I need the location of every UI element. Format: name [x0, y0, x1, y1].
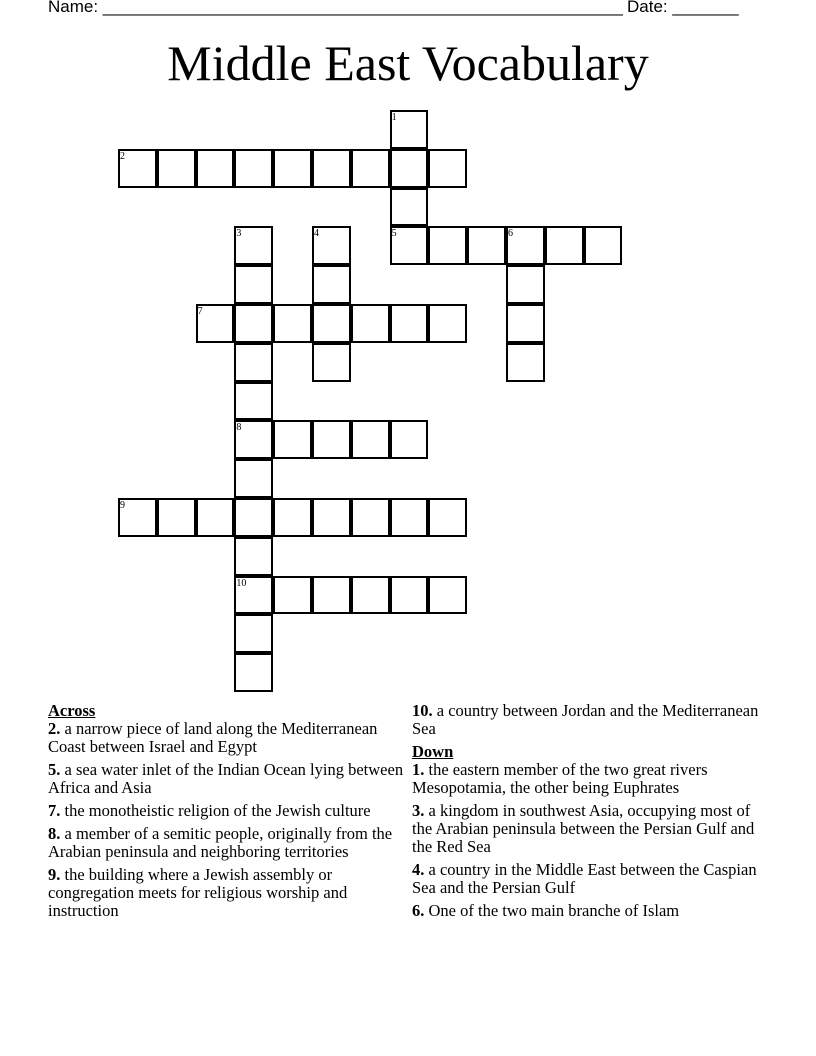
- crossword-cell[interactable]: [234, 498, 273, 537]
- crossword-cell[interactable]: [428, 498, 467, 537]
- down-heading: Down: [412, 742, 454, 761]
- crossword-cell[interactable]: [312, 304, 351, 343]
- crossword-cell[interactable]: [273, 304, 312, 343]
- clue-number-label: 7: [197, 306, 203, 317]
- date-field[interactable]: Date: _______: [627, 0, 739, 16]
- across-heading: Across: [48, 701, 96, 720]
- crossword-cell[interactable]: [351, 149, 390, 188]
- clue-down-6: 6. One of the two main branche of Islam: [412, 901, 680, 920]
- clues-left-column: [48, 702, 404, 925]
- crossword-cell[interactable]: [234, 149, 273, 188]
- clues-right-column: [412, 702, 768, 925]
- clue-number-label: 8: [236, 422, 242, 434]
- crossword-cell[interactable]: [390, 498, 429, 537]
- crossword-cell[interactable]: [428, 304, 467, 343]
- crossword-cell[interactable]: [545, 226, 584, 265]
- crossword-cell[interactable]: [390, 576, 429, 615]
- clue-across-7: 7. the monotheistic religion of the Jewish culture: [48, 801, 371, 820]
- crossword-cell[interactable]: [273, 576, 312, 615]
- crossword-cell[interactable]: [234, 653, 273, 692]
- clue-number-label: 4: [314, 228, 319, 240]
- crossword-cell[interactable]: [351, 498, 390, 537]
- crossword-cell[interactable]: [234, 304, 273, 343]
- crossword-cell[interactable]: [312, 149, 351, 188]
- clue-across-10: 10. a country between Jordan and the Mediterranean Sea: [412, 701, 759, 738]
- crossword-cell[interactable]: [157, 498, 196, 537]
- clue-across-2: 2. a narrow piece of land along the Mediterranean Coast between Israel and Egypt: [48, 719, 378, 756]
- crossword-cell[interactable]: [428, 149, 467, 188]
- clue-number-label: 9: [120, 500, 125, 511]
- crossword-cell[interactable]: [312, 498, 351, 537]
- clue-across-5: 5. a sea water inlet of the Indian Ocean lying between Africa and Asia: [48, 760, 404, 797]
- crossword-cell[interactable]: [312, 265, 351, 304]
- crossword-cell[interactable]: [351, 304, 390, 343]
- crossword-cell[interactable]: [273, 498, 312, 537]
- crossword-cell[interactable]: [196, 149, 235, 188]
- crossword-cell[interactable]: [390, 304, 429, 343]
- clue-across-9: 9. the building where a Jewish assembly or congregation meets for religious worship and instruction: [48, 865, 348, 920]
- page-title: Middle East Vocabulary: [167, 35, 649, 91]
- crossword-cell[interactable]: [390, 188, 429, 227]
- crossword-cell[interactable]: [584, 226, 623, 265]
- clue-number-label: 10: [236, 577, 247, 589]
- clue-down-1: 1. the eastern member of the two great rivers Mesopotamia, the other being Euphrates: [412, 760, 708, 797]
- crossword-cell[interactable]: [428, 576, 467, 615]
- crossword-cell[interactable]: [196, 498, 235, 537]
- crossword-cell[interactable]: [351, 576, 390, 615]
- crossword-cell[interactable]: [234, 459, 273, 498]
- crossword-cell[interactable]: [273, 420, 312, 459]
- crossword-cell[interactable]: [506, 265, 545, 304]
- crossword-cell[interactable]: [467, 226, 506, 265]
- clue-number-label: 5: [391, 228, 397, 240]
- crossword-cell[interactable]: [234, 537, 273, 576]
- crossword-cell[interactable]: [234, 382, 273, 421]
- crossword-cell[interactable]: [312, 576, 351, 615]
- clue-across-8: 8. a member of a semitic people, originally from the Arabian peninsula and neighboring territories: [48, 824, 393, 861]
- clue-number-label: 1: [391, 112, 397, 123]
- clue-down-4: 4. a country in the Middle East between the Caspian Sea and the Persian Gulf: [412, 860, 757, 897]
- clue-number-label: 2: [120, 150, 125, 162]
- name-field[interactable]: Name: _______________________________________________________: [48, 0, 623, 16]
- clue-number-label: 3: [236, 228, 242, 240]
- crossword-cell[interactable]: [351, 420, 390, 459]
- crossword-cell[interactable]: [157, 149, 196, 188]
- crossword-cell[interactable]: [390, 420, 429, 459]
- crossword-cell[interactable]: [234, 343, 273, 382]
- clue-number-label: 6: [508, 228, 513, 240]
- crossword-cell[interactable]: [390, 149, 429, 188]
- crossword-cell[interactable]: [506, 304, 545, 343]
- crossword-cell[interactable]: [234, 614, 273, 653]
- crossword-cell[interactable]: [312, 343, 351, 382]
- crossword-cell[interactable]: [273, 149, 312, 188]
- crossword-cell[interactable]: [506, 343, 545, 382]
- crossword-cell[interactable]: [234, 265, 273, 304]
- crossword-cell[interactable]: [312, 420, 351, 459]
- crossword-cell[interactable]: [428, 226, 467, 265]
- clue-down-3: 3. a kingdom in southwest Asia, occupying most of the Arabian peninsula between the Persian Gulf and the Red Sea: [412, 801, 755, 856]
